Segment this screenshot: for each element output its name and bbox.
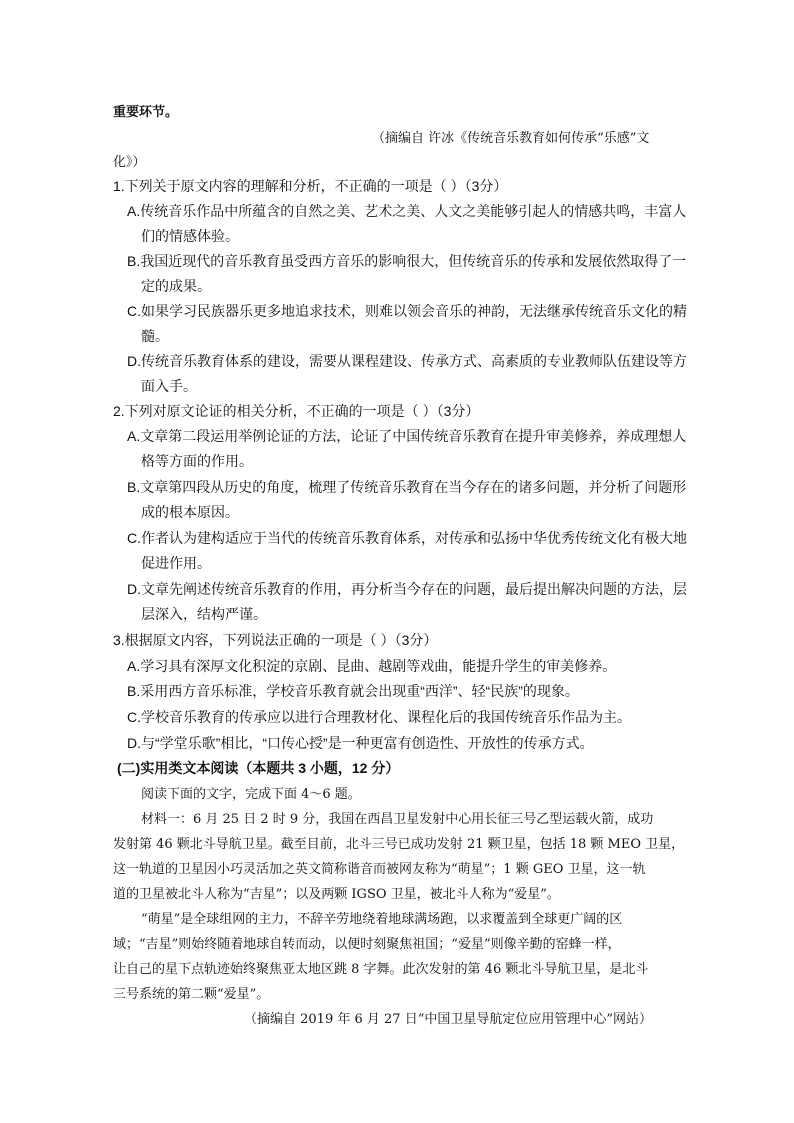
question-1-stem: 1.下列关于原文内容的理解和分析，不正确的一项是（ ）（3分） <box>113 178 508 194</box>
material1-p2-line-4: 三号系统的第二颗“爱星”。 <box>113 987 270 1002</box>
material1-p2-line-3: 让自己的星下点轨迹始终聚焦亚太地区跳 8 字舞。此次发射的第 46 颗北斗导航卫星，是北斗 <box>113 962 649 977</box>
q2-option-c-cont: 促进作用。 <box>141 555 211 571</box>
question-3-stem: 3.根据原文内容，下列说法正确的一项是（ ）（3分） <box>113 632 438 648</box>
q1-option-d-cont: 面入手。 <box>141 378 197 394</box>
q1-option-b: B.我国近现代的音乐教育虽受西方音乐的影响很大，但传统音乐的传承和发展依然取得了一 <box>127 253 687 269</box>
q1-option-a: A.传统音乐作品中所蕴含的自然之美、艺术之美、人文之美能够引起人的情感共鸣，丰富人 <box>127 203 687 219</box>
material1-p2-line-2: 域；“吉星”则始终随着地球自转而动，以便时刻聚焦祖国；“爱星”则像辛勤的窑蜂一样， <box>113 937 621 952</box>
q1-option-b-cont: 定的成果。 <box>141 278 211 294</box>
q3-option-a: A.学习具有深厚文化积淀的京剧、昆曲、越剧等戏曲，能提升学生的审美修养。 <box>127 658 617 674</box>
section-instruction: 阅读下面的文字，完成下面 4～6 题。 <box>141 787 361 802</box>
prev-text-line: 重要环节。 <box>113 105 179 120</box>
prev-source-line: （摘编自 许冰《传统音乐教育如何传承“乐感”文 <box>372 131 650 146</box>
material1-source: （摘编自 2019 年 6 月 27 日“中国卫星导航定位应用管理中心”网站） <box>244 1012 652 1027</box>
q1-option-d: D.传统音乐教育体系的建设，需要从课程建设、传承方式、高素质的专业教师队伍建设等方 <box>127 353 687 369</box>
q2-option-d-cont: 层深入，结构严谨。 <box>141 606 267 622</box>
section-heading: (二)实用类文本阅读（本题共 3 小题，12 分） <box>117 760 400 776</box>
q2-option-d: D.文章先阐述传统音乐教育的作用，再分析当今存在的问题，最后提出解决问题的方法，层 <box>127 581 687 597</box>
material1-line-3: 这一轨道的卫星因小巧灵活加之英文简称谐音而被网友称为“萌星”；1 颗 GEO 卫星，这一轨 <box>113 862 646 877</box>
q3-option-c: C.学校音乐教育的传承应以进行合理教材化、课程化后的我国传统音乐作品为主。 <box>127 709 631 725</box>
material1-p2-line-1: “萌星”是全球组网的主力，不辞辛劳地绕着地球满场跑，以求覆盖到全球更广阔的区 <box>141 912 623 927</box>
q3-option-b: B.采用西方音乐标准，学校音乐教育就会出现重“西洋”、轻“民族”的现象。 <box>127 683 579 699</box>
question-2-stem: 2.下列对原文论证的相关分析，不正确的一项是（ ）（3分） <box>113 403 480 419</box>
material1-line-1: 材料一：6 月 25 日 2 时 9 分，我国在西昌卫星发射中心用长征三号乙型运载火箭，成功 <box>141 812 654 827</box>
q1-option-c-cont: 髓。 <box>141 328 169 344</box>
q1-option-a-cont: 们的情感体验。 <box>141 228 239 244</box>
q2-option-b-cont: 成的根本原因。 <box>141 504 239 520</box>
material1-line-4: 道的卫星被北斗人称为“吉星”；以及两颗 IGSO 卫星，被北斗人称为“爱星”。 <box>113 887 560 902</box>
q2-option-a: A.文章第二段运用举例论证的方法，论证了中国传统音乐教育在提升审美修养，养成理想人 <box>127 428 687 444</box>
prev-source-line-cont: 化》） <box>113 155 146 170</box>
q3-option-d: D.与“学堂乐歌”相比，“口传心授”是一种更富有创造性、开放性的传承方式。 <box>127 735 594 751</box>
q1-option-c: C.如果学习民族器乐更多地追求技术，则难以领会音乐的神韵，无法继承传统音乐文化的精 <box>127 303 687 319</box>
material1-line-2: 发射第 46 颗北斗导航卫星。截至目前，北斗三号已成功发射 21 颗卫星，包括 18 颗 MEO 卫星， <box>113 837 685 852</box>
q2-option-b: B.文章第四段从历史的角度，梳理了传统音乐教育在当今存在的诸多问题，并分析了问题形 <box>127 479 687 495</box>
q2-option-a-cont: 格等方面的作用。 <box>141 453 253 469</box>
q2-option-c: C.作者认为建构适应于当代的传统音乐教育体系，对传承和弘扬中华优秀传统文化有极大地 <box>127 530 687 546</box>
